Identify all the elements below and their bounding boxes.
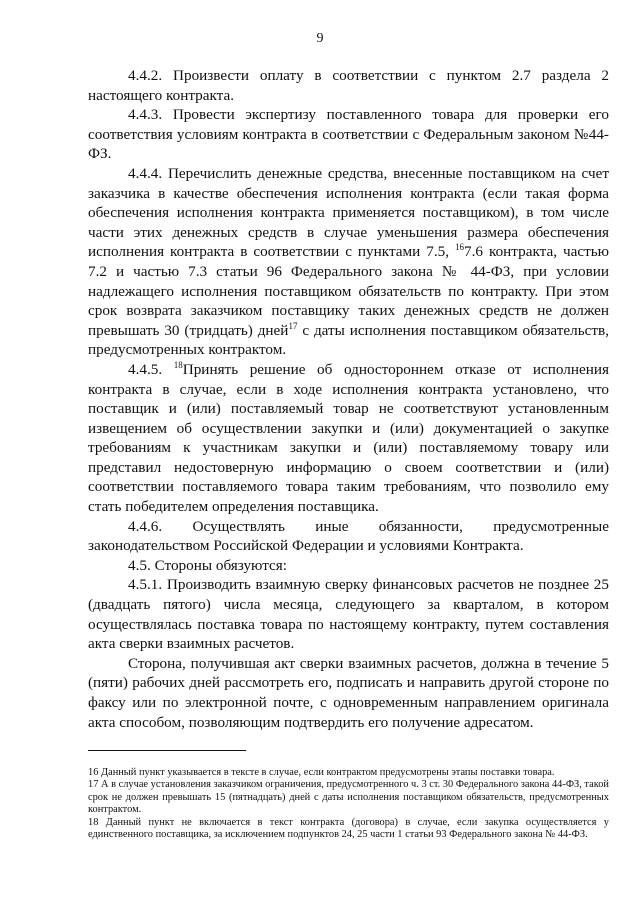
paragraph-4-4-6: 4.4.6. Осуществлять иные обязанности, предусмотренные законодательством Российской Федерации и условиями Контракта.: [88, 517, 609, 555]
footnotes: [88, 767, 609, 841]
footnote-separator: [88, 750, 246, 751]
paragraph-4-4-5-number: 4.4.5.: [128, 360, 174, 378]
paragraph-4-4-4-part-a: 4.4.4. Перечислить денежные средства, внесенные поставщиком на счет заказчика в качестве обеспечения исполнения контракта (если такая форма обеспечения исполнения контракта применяется поставщиком), в том числе части этих денежных средств в случае уменьшения размера обеспечения исполнения контракта в соответствии с пунктами 7.5,: [88, 164, 609, 261]
paragraph-4-5-1: 4.5.1. Производить взаимную сверку финансовых расчетов не позднее 25 (двадцать пятого) числа месяца, следующего за кварталом, в котором осуществлялась поставка товара по настоящему контракту, путем составления акта сверки взаимных расчетов.: [88, 576, 609, 653]
footnote-18: 18 Данный пункт не включается в текст контракта (договора) в случае, если закупка осуществляется у единственного поставщика, за исключением подпунктов 24, 25 части 1 статьи 93 Федерального закона № 44-ФЗ.: [88, 816, 609, 841]
page-number: 9: [316, 31, 324, 46]
paragraph-4-4-2: 4.4.2. Произвести оплату в соответствии с пунктом 2.7 раздела 2 настоящего контракта.: [88, 67, 609, 104]
paragraph-4-4-4-part-c: с даты исполнения поставщиком обязательств, предусмотренных контрактом.: [88, 321, 610, 359]
footnote-ref-17: 17: [288, 320, 298, 331]
footnote-ref-18: 18: [173, 359, 183, 370]
paragraph-4-4-3: 4.4.3. Провести экспертизу поставленного товара для проверки его соответствия условиям контракта в соответствии с Федеральным законом №44-ФЗ.: [88, 106, 609, 163]
paragraph-4-4-5-text: Принять решение об одностороннем отказе от исполнения контракта в случае, если в ходе исполнения контракта установлено, что поставщик и (или) поставляемый товар не соответствуют установленным извещением об осуществлении закупки и (или) документацией о закупке требованиям к участникам закупки и (или) поставляемому товару или представил недостоверную информацию о своем соответствии и (или) соответствии поставляемого товара таким требованиям, что позволило ему стать победителем определения поставщика.: [88, 360, 609, 516]
paragraph-4-4-4: [88, 164, 609, 360]
footnote-16: 16 Данный пункт указывается в тексте в случае, если контрактом предусмотрены этапы поставки товара.: [88, 767, 555, 778]
body-text: [88, 66, 609, 732]
paragraph-4-5: 4.5. Стороны обязуются:: [128, 556, 287, 574]
footnote-17: 17 А в случае установления заказчиком ограничения, предусмотренного ч. 3 ст. 30 Федерального закона 44-ФЗ, такой срок не должен превышать 15 (пятнадцать) дней с даты исполнения поставщиком обязательств, предусмотренных контрактом.: [88, 779, 609, 816]
paragraph-reconciliation: Сторона, получившая акт сверки взаимных расчетов, должна в течение 5 (пяти) рабочих дней рассмотреть его, подписать и направить другой стороне по факсу или по электронной почте, с одновременным направлением оригинала акта способом, позволяющим подтвердить его получение адресатом.: [88, 654, 609, 731]
paragraph-4-4-5: [88, 360, 609, 517]
footnote-ref-16: 16: [455, 242, 464, 253]
paragraph-4-4-4-part-b: 7.6 контракта, частью 7.2 и частью 7.3 статьи 96 Федерального закона № 44-ФЗ, при условии надлежащего исполнения поставщиком обязательств по контракту. При этом срок возврата заказчиком поставщику таких денежных средств не должен превышать 30 (тридцать) дней: [88, 243, 609, 339]
